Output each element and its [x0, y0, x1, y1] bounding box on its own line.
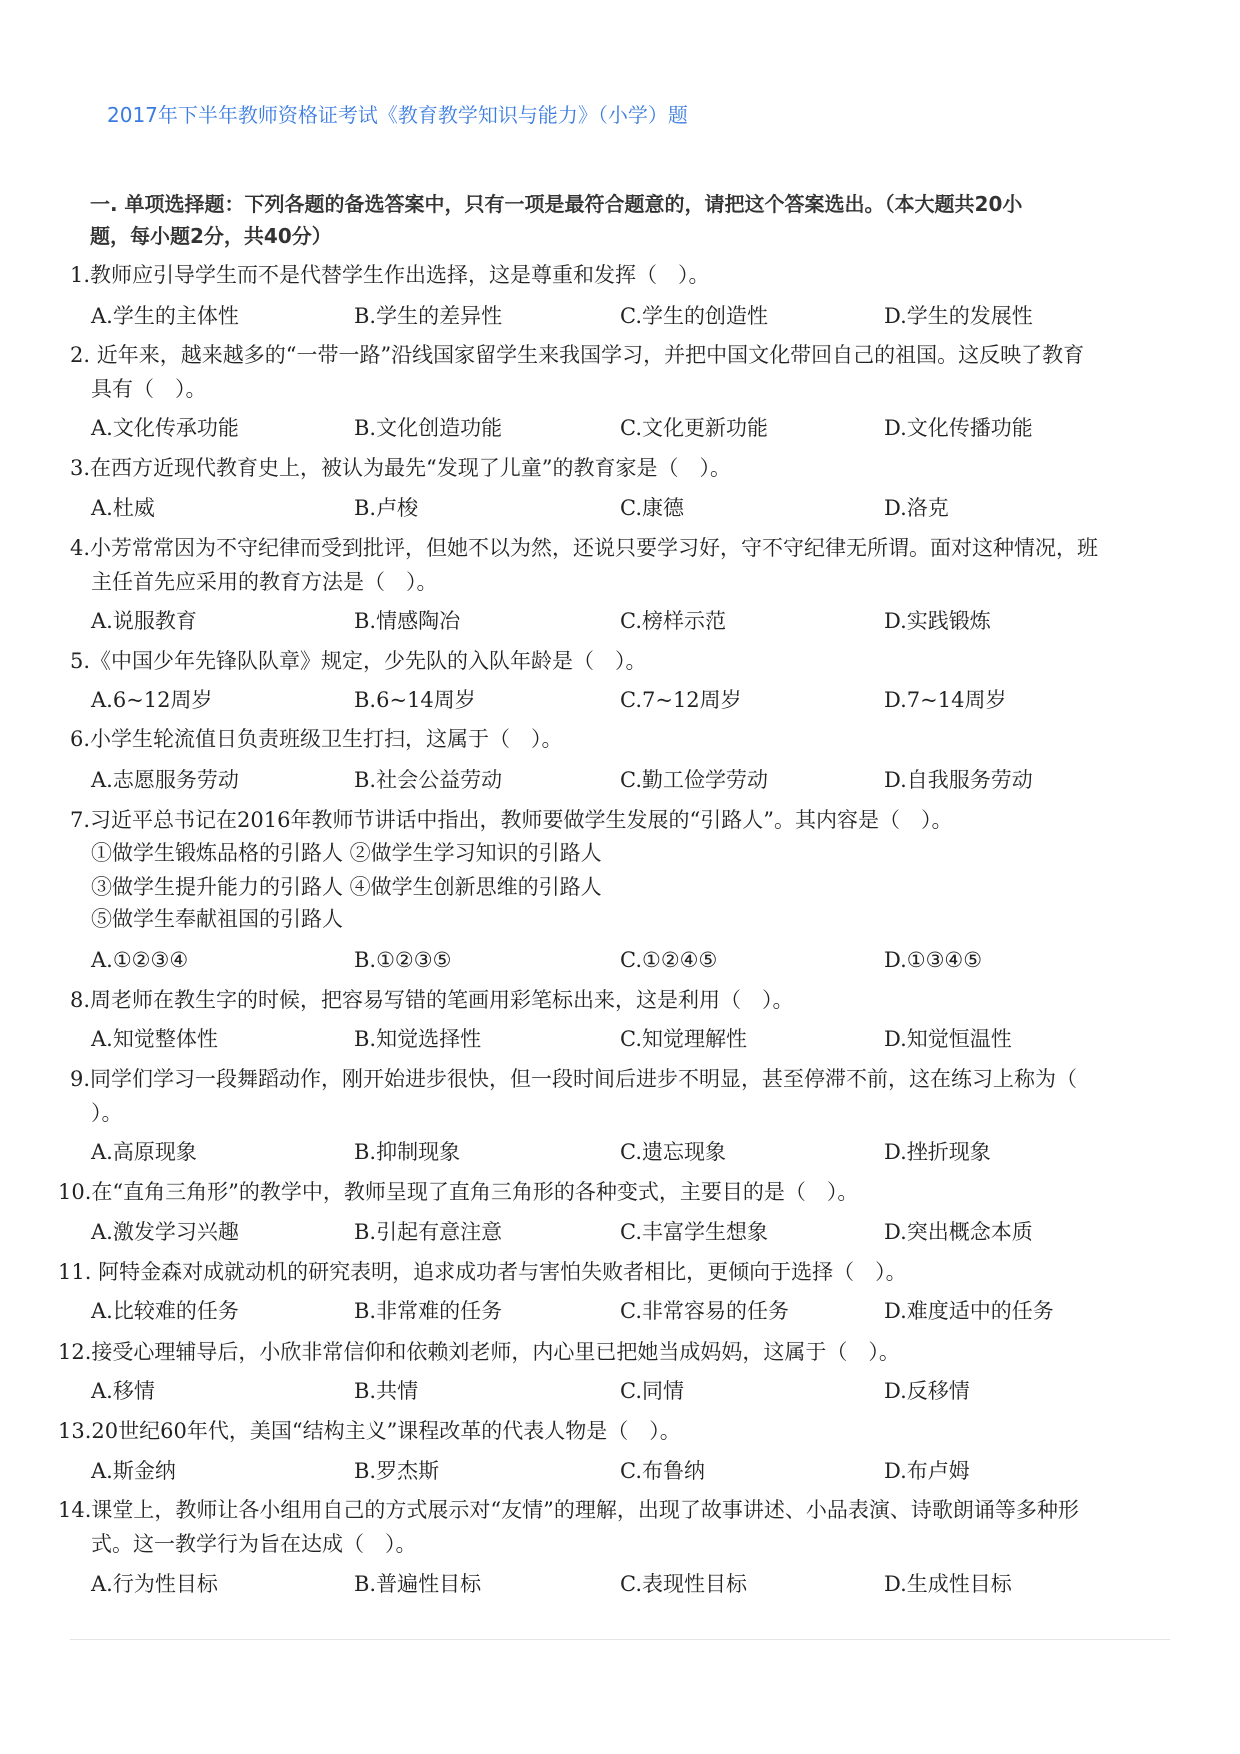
answer-option-b: B.引起有意注意	[354, 1220, 503, 1244]
question-stem: 9.同学们学习一段舞蹈动作，刚开始进步很快，但一段时间后进步不明显，甚至停滞不前，这在练习上称为（	[70, 1067, 1078, 1091]
question-stem-cont: ⑤做学生奉献祖国的引路人	[91, 907, 343, 931]
question-stem-cont: ③做学生提升能力的引路人 ④做学生创新思维的引路人	[91, 875, 602, 899]
answer-option-c: C.同情	[620, 1379, 684, 1403]
answer-option-c: C.文化更新功能	[620, 416, 768, 440]
question-stem: 12.接受心理辅导后，小欣非常信仰和依赖刘老师，内心里已把她当成妈妈，这属于（ ）。	[58, 1340, 900, 1364]
answer-option-a: A.移情	[91, 1379, 155, 1403]
answer-option-a: A.文化传承功能	[91, 416, 239, 440]
answer-option-c: C.遗忘现象	[620, 1140, 726, 1164]
answer-option-c: C.知觉理解性	[620, 1027, 747, 1051]
answer-option-a: A.学生的主体性	[91, 304, 239, 328]
answer-option-c: C.布鲁纳	[620, 1459, 705, 1483]
answer-option-d: D.知觉恒温性	[884, 1027, 1012, 1051]
question-stem: 1.教师应引导学生而不是代替学生作出选择，这是尊重和发挥（ ）。	[70, 263, 710, 287]
answer-option-d: D.洛克	[884, 496, 949, 520]
answer-option-d: D.难度适中的任务	[884, 1299, 1054, 1323]
answer-option-a: A.①②③④	[91, 948, 189, 972]
answer-option-b: B.抑制现象	[354, 1140, 461, 1164]
question-stem-cont: ）。	[91, 1101, 123, 1125]
question-stem: 8.周老师在教生字的时候，把容易写错的笔画用彩笔标出来，这是利用（ ）。	[70, 988, 794, 1012]
answer-option-b: B.社会公益劳动	[354, 768, 503, 792]
answer-option-c: C.①②④⑤	[620, 948, 718, 972]
answer-option-a: A.高原现象	[91, 1140, 197, 1164]
question-stem-cont: 具有（ ）。	[91, 377, 207, 401]
answer-option-b: B.共情	[354, 1379, 419, 1403]
answer-option-c: C.勤工俭学劳动	[620, 768, 768, 792]
answer-option-b: B.卢梭	[354, 496, 419, 520]
answer-option-b: B.普遍性目标	[354, 1572, 482, 1596]
answer-option-d: D.突出概念本质	[884, 1220, 1033, 1244]
answer-option-c: C.康德	[620, 496, 684, 520]
answer-option-d: D.挫折现象	[884, 1140, 991, 1164]
question-stem: 6.小学生轮流值日负责班级卫生打扫，这属于（ ）。	[70, 727, 563, 751]
answer-option-d: D.自我服务劳动	[884, 768, 1033, 792]
answer-option-c: C.7~12周岁	[620, 688, 742, 712]
answer-option-d: D.7~14周岁	[884, 688, 1007, 712]
question-stem: 13.20世纪60年代，美国“结构主义”课程改革的代表人物是（ ）。	[58, 1419, 681, 1443]
answer-option-d: D.实践锻炼	[884, 609, 991, 633]
question-stem: 7.习近平总书记在2016年教师节讲话中指出，教师要做学生发展的“引路人”。其内容是（ ）。	[70, 808, 953, 832]
question-stem-cont: 主任首先应采用的教育方法是（ ）。	[91, 570, 438, 594]
answer-option-d: D.反移情	[884, 1379, 970, 1403]
answer-option-a: A.斯金纳	[91, 1459, 176, 1483]
question-stem: 14.课堂上，教师让各小组用自己的方式展示对“友情”的理解，出现了故事讲述、小品表演、诗歌朗诵等多种形	[58, 1498, 1079, 1522]
answer-option-a: A.说服教育	[91, 609, 197, 633]
question-stem: 4.小芳常常因为不守纪律而受到批评，但她不以为然，还说只要学习好，守不守纪律无所谓。面对这种情况，班	[70, 536, 1099, 560]
question-stem: 11. 阿特金森对成就动机的研究表明，追求成功者与害怕失败者相比，更倾向于选择（ ）。	[58, 1260, 907, 1284]
question-stem: 5.《中国少年先锋队队章》规定，少先队的入队年龄是（ ）。	[70, 649, 647, 673]
answer-option-a: A.知觉整体性	[91, 1027, 218, 1051]
page-divider	[70, 1639, 1170, 1640]
question-stem: 3.在西方近现代教育史上，被认为最先“发现了儿童”的教育家是（ ）。	[70, 456, 732, 480]
answer-option-c: C.榜样示范	[620, 609, 726, 633]
answer-option-c: C.学生的创造性	[620, 304, 768, 328]
answer-option-b: B.情感陶冶	[354, 609, 461, 633]
question-stem: 10.在“直角三角形”的教学中，教师呈现了直角三角形的各种变式，主要目的是（ ）。	[58, 1180, 859, 1204]
answer-option-d: D.①③④⑤	[884, 948, 983, 972]
answer-option-a: A.行为性目标	[91, 1572, 218, 1596]
section-heading: 一. 单项选择题：下列各题的备选答案中，只有一项是最符合题意的，请把这个答案选出。（本大题共20小	[90, 192, 1023, 216]
section-heading-cont: 题，每小题2分，共40分）	[90, 224, 332, 248]
answer-option-b: B.非常难的任务	[354, 1299, 503, 1323]
answer-option-b: B.罗杰斯	[354, 1459, 440, 1483]
answer-option-d: D.文化传播功能	[884, 416, 1033, 440]
answer-option-c: C.非常容易的任务	[620, 1299, 789, 1323]
answer-option-b: B.知觉选择性	[354, 1027, 482, 1051]
answer-option-b: B.6~14周岁	[354, 688, 476, 712]
question-stem-cont: 式。这一教学行为旨在达成（ ）。	[91, 1532, 417, 1556]
answer-option-c: C.丰富学生想象	[620, 1220, 768, 1244]
answer-option-b: B.学生的差异性	[354, 304, 503, 328]
answer-option-a: A.6~12周岁	[91, 688, 213, 712]
answer-option-a: A.志愿服务劳动	[91, 768, 239, 792]
answer-option-a: A.杜威	[91, 496, 155, 520]
document-title: 2017年下半年教师资格证考试《教育教学知识与能力》（小学）题	[107, 103, 688, 127]
answer-option-b: B.①②③⑤	[354, 948, 452, 972]
answer-option-a: A.比较难的任务	[91, 1299, 239, 1323]
answer-option-d: D.布卢姆	[884, 1459, 970, 1483]
answer-option-d: D.学生的发展性	[884, 304, 1033, 328]
question-stem-cont: ①做学生锻炼品格的引路人 ②做学生学习知识的引路人	[91, 841, 602, 865]
answer-option-c: C.表现性目标	[620, 1572, 747, 1596]
answer-option-a: A.激发学习兴趣	[91, 1220, 239, 1244]
answer-option-d: D.生成性目标	[884, 1572, 1012, 1596]
answer-option-b: B.文化创造功能	[354, 416, 503, 440]
question-stem: 2. 近年来，越来越多的“一带一路”沿线国家留学生来我国学习，并把中国文化带回自己的祖国。这反映了教育	[70, 343, 1085, 367]
